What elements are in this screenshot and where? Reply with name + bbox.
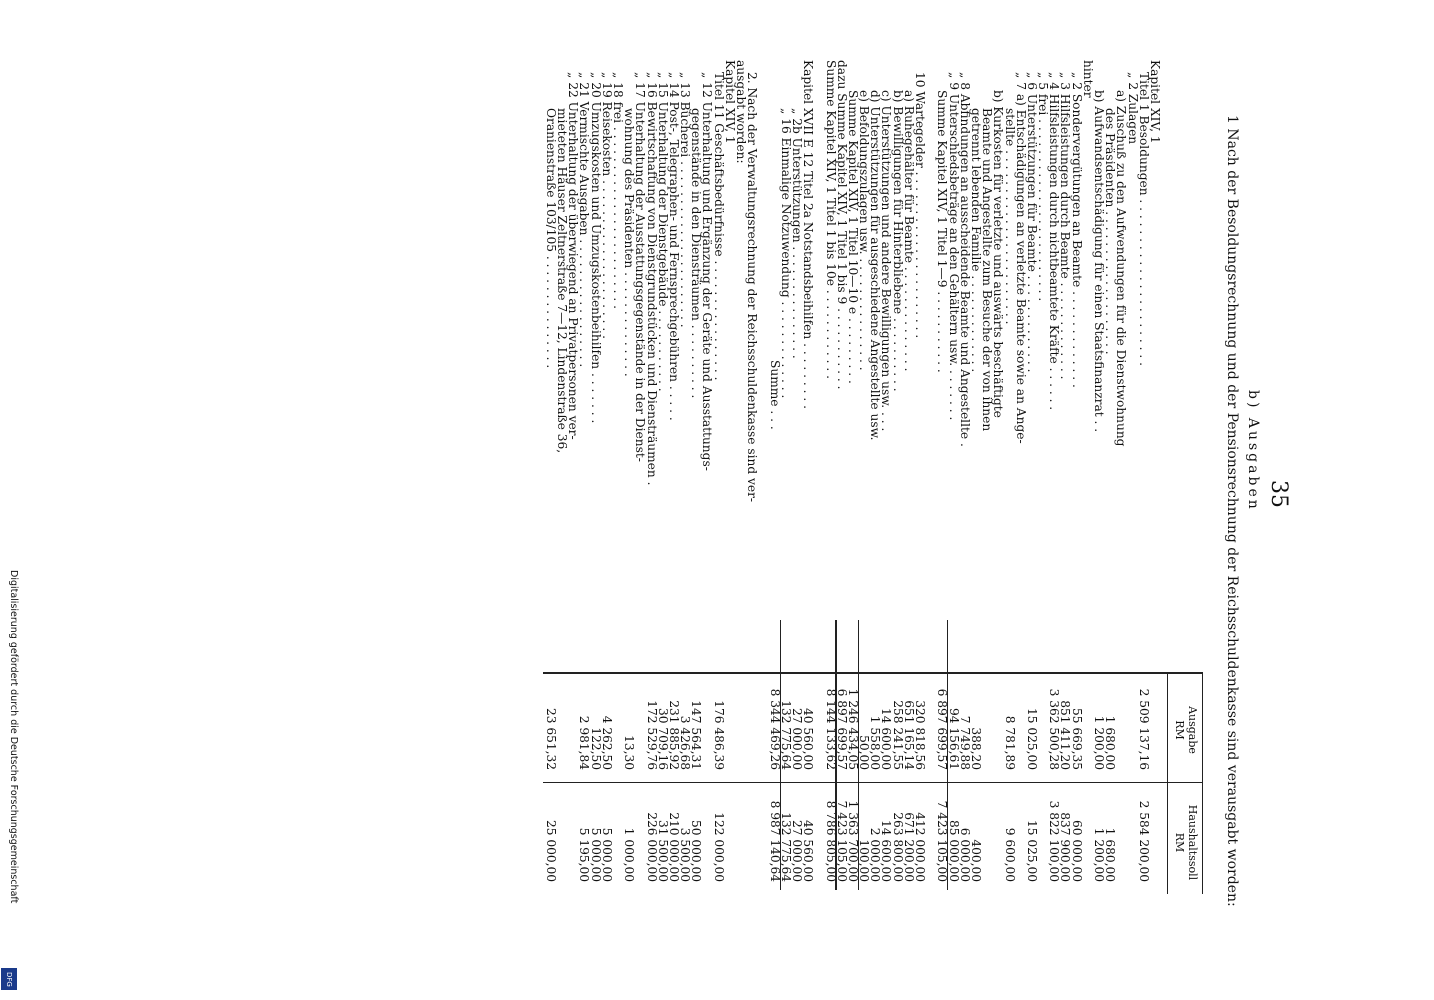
row-label: Kapitel XIV, 1 xyxy=(722,60,737,144)
row-label: „ 16 Einmalige Notzuwendung . . . . . . . . . . . . . xyxy=(778,108,793,399)
row-label: „ 18 frei . . . . . . . . . . . . . . . . . . . . . . . . xyxy=(611,72,625,309)
row-label: „ 5 frei . . . . . . . . . . . . . . . . . . . . . . . . xyxy=(1036,72,1051,302)
digitization-note: Digitalisierung gefördert durch die Deutsche Forschungsgemeinschaft xyxy=(8,570,19,904)
ausgabe-value: 651 165,14 xyxy=(901,700,916,770)
haushaltssoll-value: 27 000,00 xyxy=(790,819,804,882)
table-row xyxy=(935,60,950,940)
rotated-page xyxy=(5,60,1295,940)
ausgabe-value: 14 600,00 xyxy=(879,707,894,770)
haushaltssoll-value: 25 000,00 xyxy=(543,819,558,882)
haushaltssoll-value: 3 822 100,00 xyxy=(1047,800,1062,882)
haushaltssoll-value: 132 775,64 xyxy=(778,812,793,882)
row-label: „ 4 Hilfsleistungen durch nichtbeamtete Kräfte . . . . . . xyxy=(1047,72,1062,411)
row-label: „ 20 Umzugskosten und Umzugskostenbeihilfen . . . . . . . xyxy=(588,72,603,424)
haushaltssoll-value: 5 000,00 xyxy=(599,827,614,882)
haushaltssoll-value: 1 363 700,00 xyxy=(845,800,860,882)
haushaltssoll-value: 2 000,00 xyxy=(868,827,883,882)
row-label: b) Kurkosten für verletzte und auswärts beschäftigte xyxy=(991,90,1006,418)
row-label: „ 9 Unterschiedsbeträge an den Gehältern usw. . . . . . . . xyxy=(946,72,961,421)
row-label: „ 8 Abfindungen an ausscheidende Beamte und Angestellte . xyxy=(957,72,972,447)
page-number: 35 xyxy=(1266,480,1291,508)
row-label: a) Ruhegehälter für Beamte . . . . . . . . . . . . . . xyxy=(901,90,916,372)
table-row xyxy=(545,60,556,940)
row-label: Summe Kapitel XIV, 1 Titel 1 bis 10e . . . . . . . . . . . . xyxy=(823,60,838,379)
ausgabe-value: 55 669,35 xyxy=(1069,707,1084,770)
row-label: Summe Kapitel XIV, 1 Titel 1—9 . . . . . . . . . . . xyxy=(935,90,950,373)
table-row xyxy=(713,60,724,940)
row-label: Beamte und Angestellte zum Besuche der von ihnen xyxy=(980,108,995,432)
row-label: 2. Nach der Verwaltungsrechnung der Reichsschuldenkasse sind ver- xyxy=(745,72,760,503)
row-label: „ 16 Bewirtschaftung von Dienstgrundstücken und Diensträumen . xyxy=(644,72,659,486)
haushaltssoll-value: 7 423 105,00 xyxy=(834,800,849,882)
row-label: Kapitel XVII E 12 Titel 2a Notstandsbeihilfen . . . . . . . . . xyxy=(801,60,816,409)
ausgabe-value: 6 897 699,57 xyxy=(935,688,950,770)
row-label: „ 2 Zulagen xyxy=(1125,72,1140,145)
row-label: b) Bewilligungen für Hinterbliebene . . . . . . . . . . xyxy=(890,90,905,392)
haushaltssoll-value: 7 423 105,00 xyxy=(935,800,950,882)
haushaltssoll-value: 400,00 xyxy=(969,839,983,882)
table-row xyxy=(734,60,749,940)
ausgabe-value: 94 156,61 xyxy=(946,707,961,770)
haushaltssoll-value: 837 900,00 xyxy=(1058,812,1073,882)
haushaltssoll-value: 5 195,00 xyxy=(577,827,592,882)
haushaltssoll-value: 3 500,00 xyxy=(678,827,693,882)
ausgabe-value: 132 775,64 xyxy=(778,700,793,770)
row-label: Oranienstraße 103/105 . . . . . . . . . . . . . . . xyxy=(543,108,558,369)
ausgabe-value: 2 981,84 xyxy=(577,715,592,770)
row-label: dazu Summe Kapitel XIV, 1 Titel 1 bis 9 . . . . . . . . . . . xyxy=(834,60,849,390)
ausgabe-value: 1 200,00 xyxy=(1092,715,1107,770)
ausgabe-value: 122,50 xyxy=(588,727,603,770)
ausgabe-value: 4 262,50 xyxy=(599,715,614,770)
row-label: des Präsidenten . . . . . . . . . . . . . . . . . . . xyxy=(1103,108,1118,355)
ausgabe-value: 1 680,00 xyxy=(1103,715,1118,770)
haushaltssoll-value: 5 000,00 xyxy=(588,827,603,882)
row-label: „ 15 Unterhaltung der Dienstgebäude . . . . . . . . . . . xyxy=(655,72,670,392)
haushaltssoll-value: 85 000,00 xyxy=(946,819,961,882)
table-row xyxy=(767,60,782,940)
ausgabe-value: 176 486,39 xyxy=(711,700,726,770)
table-row xyxy=(1092,60,1107,940)
table-row xyxy=(946,60,961,940)
table-row xyxy=(1071,60,1082,940)
haushaltssoll-value: 210 000,00 xyxy=(666,812,681,882)
ausgabe-value: 8 344 469,26 xyxy=(767,688,782,770)
haushaltssoll-value: 2 584 200,00 xyxy=(1136,800,1151,882)
ausgabe-value: 1 558,00 xyxy=(868,715,883,770)
haushaltssoll-value: 8 987 140,64 xyxy=(767,800,782,882)
row-label: c) Unterstützungen und andere Bewilligungen usw. . . . xyxy=(879,90,894,432)
row-label: d) Unterstützungen für ausgeschiedene Angestellte usw. xyxy=(868,90,883,441)
row-label: hinter xyxy=(1080,60,1095,98)
table-row xyxy=(892,60,903,940)
row-label: Titel 1 Besoldungen . . . . . . . . . . . . . . . . . . . . . . xyxy=(1136,72,1151,367)
haushaltssoll-value: 1 000,00 xyxy=(622,827,637,882)
haushaltssoll-value: 1 200,00 xyxy=(1092,827,1107,882)
ausgabe-value: 23 651,32 xyxy=(543,707,558,770)
table-row xyxy=(1125,60,1140,940)
table-rule-top xyxy=(1202,672,1203,894)
row-label: „ 2b Unterstützungen . . . . . . . . . . . . . . . xyxy=(790,108,804,359)
haushaltssoll-value: 263 800,00 xyxy=(890,812,905,882)
row-label: getrennt lebenden Familie . . . . . . . . . . . . . xyxy=(969,108,983,373)
row-label: „ 6 Unterstützungen für Beamte . . . . . . . . . . . . . xyxy=(1024,72,1039,373)
table-row xyxy=(745,60,760,940)
ausgabe-value: 50,00 xyxy=(857,735,872,770)
row-label: „ 14 Post-, Telegraphen- und Fernsprechgebühren . . . . . xyxy=(666,72,681,421)
ausgabe-value: 851 411,20 xyxy=(1058,700,1073,770)
row-label: Summe . . . xyxy=(767,360,782,430)
ausgabe-value: 3 426,68 xyxy=(678,715,693,770)
row-label: 10 Wartegelder . . . . . . . . . . . . . . . . . . . . . . xyxy=(913,72,928,339)
haushaltssoll-value: 60 000,00 xyxy=(1069,819,1084,882)
table-row xyxy=(588,60,603,940)
row-label: stellte . . . . . . . . . . . . . . . . . . . . . . . xyxy=(1002,108,1017,325)
row-label: ausgabt worden: xyxy=(734,60,749,164)
row-label: Kapitel XIV, 1 xyxy=(1148,60,1162,144)
column-header-ausgabe: Ausgabe RM xyxy=(1173,706,1199,754)
haushaltssoll-value: 15 025,00 xyxy=(1024,819,1039,882)
ausgabe-value: 30 709,16 xyxy=(655,707,670,770)
ledger-rows xyxy=(545,60,1160,940)
table-rule-header xyxy=(1167,672,1168,894)
table-row xyxy=(823,60,838,940)
main-heading: 1 Nach der Besoldungsrechnung und der Pensionsrechnung der Reichsschuldenkasse sind verausgabt worden: xyxy=(1224,115,1240,907)
ausgabe-value: 388,20 xyxy=(969,727,983,770)
ausgabe-value: 320 818,56 xyxy=(913,700,928,770)
row-label: wohnung des Präsidenten . . . . . . . . . . . . . . xyxy=(622,108,637,377)
ausgabe-value: 8 144 133,62 xyxy=(823,688,838,770)
ausgabe-value: 8 781,89 xyxy=(1002,715,1017,770)
row-label: mieteten Häuser Zeltnerstraße 7—12, Lindenstraße 36, xyxy=(555,108,570,454)
row-label: „ 2 Sondervergütungen an Beamte . . . . . . . . . . . . . xyxy=(1069,72,1084,388)
row-label: Summe Kapitel XIV, 1 Titel 10—10 e . . . . . . . . . xyxy=(845,90,860,384)
row-label: „ 12 Unterhaltung und Ergänzung der Geräte und Ausstattungs- xyxy=(700,72,715,471)
haushaltssoll-value: 122 000,00 xyxy=(711,812,726,882)
haushaltssoll-value: 671 200,00 xyxy=(901,812,916,882)
row-label: Titel 11 Geschäftsbedürfnisse . . . . . . . . . . . . . . . . xyxy=(711,72,726,381)
row-label: „ 21 Vermischte Ausgaben . . . . . . . . . . . . . . . . . xyxy=(577,72,592,368)
row-label: a) Zuschuß zu den Aufwendungen für die Dienstwohnung xyxy=(1114,90,1129,447)
row-label: „ 7 a) Entschädigungen an verletzte Beamte sowie an Ange- xyxy=(1013,72,1028,444)
haushaltssoll-value: 9 600,00 xyxy=(1002,827,1017,882)
dfg-logo: DFG xyxy=(1,968,17,990)
row-label: e) Befoldungszulagen usw. . . . . . . . . . . . . . . . xyxy=(857,90,872,371)
haushaltssoll-value: 412 000,00 xyxy=(913,812,928,882)
table-row xyxy=(1002,60,1017,940)
table-row xyxy=(644,60,659,940)
ausgabe-value: 3 362 500,28 xyxy=(1047,688,1062,770)
row-label: „ 22 Unterhaltung der überwiegend an Privatpersonen ver- xyxy=(566,72,581,440)
ausgabe-value: 27 000,00 xyxy=(790,707,804,770)
haushaltssoll-value: 14 600,00 xyxy=(879,819,894,882)
table-row xyxy=(1138,60,1149,940)
row-label: „ 13 Bücherei . . . . . . . . . . . . . . . . . . . . . . xyxy=(678,72,693,328)
haushaltssoll-value: 1 680,00 xyxy=(1103,827,1118,882)
ausgabe-value: 172 529,76 xyxy=(644,700,659,770)
row-label: b) Aufwandsentschädigung für einen Staatsfinanzrat . . xyxy=(1092,90,1107,433)
ausgabe-value: 7 749,88 xyxy=(957,715,972,770)
haushaltssoll-value: 40 560,00 xyxy=(801,819,816,882)
ausgabe-value: 2 509 137,16 xyxy=(1136,688,1151,770)
ausgabe-value: 147 564,31 xyxy=(689,700,704,770)
haushaltssoll-value: 50 000,00 xyxy=(689,819,704,882)
haushaltssoll-value: 31 500,00 xyxy=(655,819,670,882)
haushaltssoll-value: 6 000,00 xyxy=(957,827,972,882)
ausgabe-value: 6 897 699,57 xyxy=(834,688,849,770)
ausgabe-value: 1 246 434,05 xyxy=(845,688,860,770)
ausgabe-value: 15 025,00 xyxy=(1024,707,1039,770)
row-label: „ 17 Unterhaltung der Ausstattungsgegenstände in der Dienst- xyxy=(633,72,648,462)
section-subtitle: b) Ausgaben xyxy=(1245,390,1261,512)
ausgabe-value: 40 560,00 xyxy=(801,707,816,770)
haushaltssoll-value: 8 786 805,00 xyxy=(823,800,838,882)
column-header-haushaltssoll: Haushaltssoll RM xyxy=(1173,804,1199,881)
ausgabe-value: 231 885,92 xyxy=(666,700,681,770)
row-label: gegenstände in den Diensträumen . . . . . . . . . . xyxy=(689,108,704,399)
row-label: „ 3 Hilfsleistungen durch Beamte . . . . . . . . . . . . . xyxy=(1058,72,1073,380)
row-label: „ 19 Reisekosten . . . . . . . . . . . . . . . . . . . . . xyxy=(599,72,614,339)
haushaltssoll-value: 100,00 xyxy=(857,839,872,882)
haushaltssoll-value: 226 000,00 xyxy=(644,812,659,882)
ausgabe-value: 258 241,55 xyxy=(890,700,905,770)
ausgabe-value: 13,30 xyxy=(622,735,637,770)
